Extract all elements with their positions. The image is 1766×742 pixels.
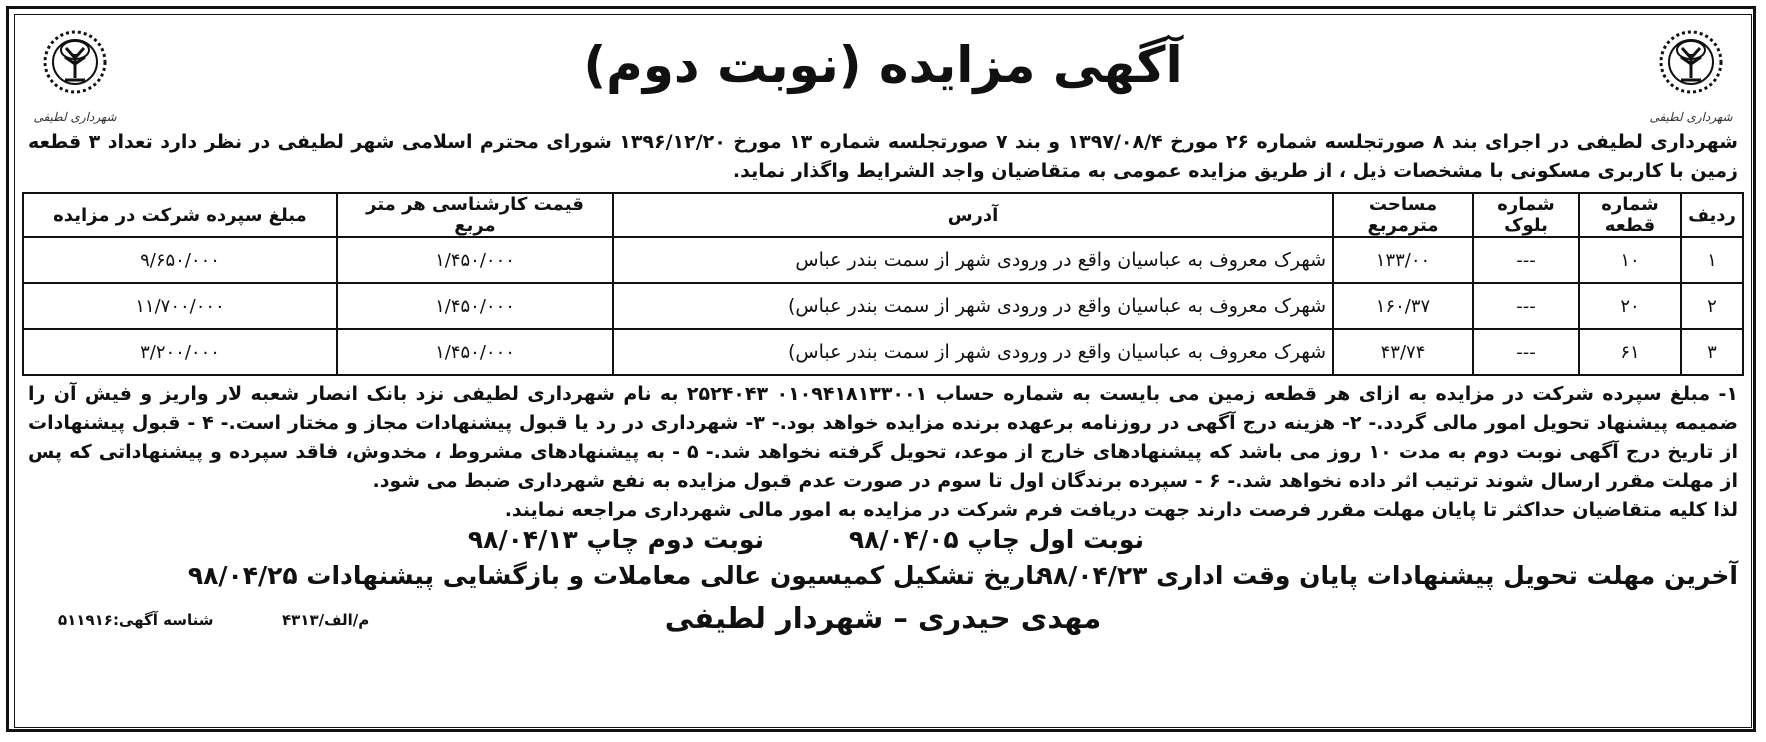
lots-table: [22, 192, 1744, 376]
header-lot-number: شماره قطعه: [1579, 193, 1681, 237]
cell-row-number: ۲: [1681, 283, 1743, 329]
cell-unit-price: ۱/۴۵۰/۰۰۰: [337, 283, 613, 329]
header-area: مساحت مترمربع: [1333, 193, 1473, 237]
header-deposit: مبلغ سپرده شرکت در مزایده: [23, 193, 337, 237]
table-row: [23, 283, 1743, 329]
cell-block-number: ---: [1473, 329, 1579, 375]
cell-address: شهرک معروف به عباسیان واقع در ورودی شهر از سمت بندر عباس: [613, 237, 1333, 283]
logo-caption-right: شهرداری لطیفی: [1649, 110, 1733, 124]
table-header-row: [23, 193, 1743, 237]
notice-header: [22, 18, 1744, 128]
cell-area: ۱۳۳/۰۰: [1333, 237, 1473, 283]
first-print-date: نوبت اول چاپ ۹۸/۰۴/۰۵: [848, 525, 1144, 554]
cell-lot-number: ۱۰: [1579, 237, 1681, 283]
auction-notice: [22, 18, 1744, 724]
cell-unit-price: ۱/۴۵۰/۰۰۰: [337, 329, 613, 375]
header-unit-price: قیمت کارشناسی هر متر مربع: [337, 193, 613, 237]
table-row: [23, 329, 1743, 375]
cell-block-number: ---: [1473, 283, 1579, 329]
cell-deposit: ۹/۶۵۰/۰۰۰: [23, 237, 337, 283]
table-row: [23, 237, 1743, 283]
footer-row: [22, 597, 1744, 639]
cell-deposit: ۳/۲۰۰/۰۰۰: [23, 329, 337, 375]
cell-row-number: ۳: [1681, 329, 1743, 375]
cell-unit-price: ۱/۴۵۰/۰۰۰: [337, 237, 613, 283]
signer-name: مهدی حیدری – شهردار لطیفی: [664, 601, 1102, 635]
header-block-number: شماره بلوک: [1473, 193, 1579, 237]
closing-line: لذا کلیه متقاضیان حداکثر تا پایان مهلت مقرر فرصت دارند جهت دریافت فرم شرکت در مزایده به امور مالی شهرداری مراجعه نمایند.: [504, 499, 1738, 521]
terms-paragraph: ۱- مبلغ سپرده شرکت در مزایده به ازای هر قطعه زمین می بایست به شماره حساب ۰۱۰۹۴۱۸۱۳۳۰۰۱ ۲۵۲۴۰۴۳ به نام شهرداری لطیفی نزد بانک انصار شعبه لار واریز و فیش آن را ضمیمه پیشنهاد تحویل امور مالی گردد.- ۲- هزینه درج آگهی در روزنامه برعهده برنده مزایده خواهد بود.- ۳- شهرداری در رد یا قبول پیشنهادات مجاز و مختار است.- ۴ - قبول پیشنهادات از تاریخ درج آگهی نوبت دوم به مدت ۱۰ روز می باشد که پیشنهادهای خارج از موعد، تحویل گرفته نخواهد شد.- ۵ - به پیشنهادهای مشروط ، مخدوش، فاقد سپرده و پیشنهاداتی که پس از مهلت مقرر ارسال شوند ترتیب اثر داده نخواهد شد.- ۶ - سپرده برندگان اول تا سوم در صورت عدم قبول مزایده به نفع شهرداری ضبط می شود.: [28, 383, 1739, 492]
logo-caption-left: شهرداری لطیفی: [33, 110, 117, 124]
intro-paragraph: شهرداری لطیفی در اجرای بند ۸ صورتجلسه شماره ۲۶ مورخ ۱۳۹۷/۰۸/۴ و بند ۷ صورتجلسه شماره ۱۳ مورخ ۱۳۹۶/۱۲/۲۰ شورای محترم اسلامی شهر لطیفی در نظر دارد تعداد ۳ قطعه زمین با کاربری مسکونی با مشخصات ذیل ، از طریق مزایده عمومی به متقاضیان واجد الشرایط واگذار نماید.: [28, 131, 1738, 182]
reference-code: م/الف/۴۳۱۳: [282, 611, 370, 629]
commission-date: تاریخ تشکیل کمیسیون عالی معاملات و بازگشایی پیشنهادات ۹۸/۰۴/۲۵: [187, 561, 1044, 590]
cell-lot-number: ۶۱: [1579, 329, 1681, 375]
municipality-logo-left: [32, 24, 118, 124]
header-address: آدرس: [613, 193, 1333, 237]
cell-area: ۴۳/۷۴: [1333, 329, 1473, 375]
cell-address: شهرک معروف به عباسیان واقع در ورودی شهر از سمت بندر عباس): [613, 329, 1333, 375]
second-print-date: نوبت دوم چاپ ۹۸/۰۴/۱۳: [467, 525, 764, 554]
submission-deadline: آخرین مهلت تحویل پیشنهادات پایان وقت اداری ۹۸/۰۴/۲۳: [1037, 561, 1738, 590]
cell-address: شهرک معروف به عباسیان واقع در ورودی شهر از سمت بندر عباس): [613, 283, 1333, 329]
tree-emblem-icon: [32, 24, 118, 104]
header-row-number: ردیف: [1681, 193, 1743, 237]
deadline-dates: [22, 561, 1744, 597]
cell-area: ۱۶۰/۳۷: [1333, 283, 1473, 329]
notice-title: آگهی مزایده (نوبت دوم): [583, 36, 1183, 94]
cell-deposit: ۱۱/۷۰۰/۰۰۰: [23, 283, 337, 329]
ad-identifier: شناسه آگهی:۵۱۱۹۱۶: [58, 611, 214, 629]
cell-row-number: ۱: [1681, 237, 1743, 283]
cell-lot-number: ۲۰: [1579, 283, 1681, 329]
cell-block-number: ---: [1473, 237, 1579, 283]
print-dates: [22, 525, 1744, 561]
